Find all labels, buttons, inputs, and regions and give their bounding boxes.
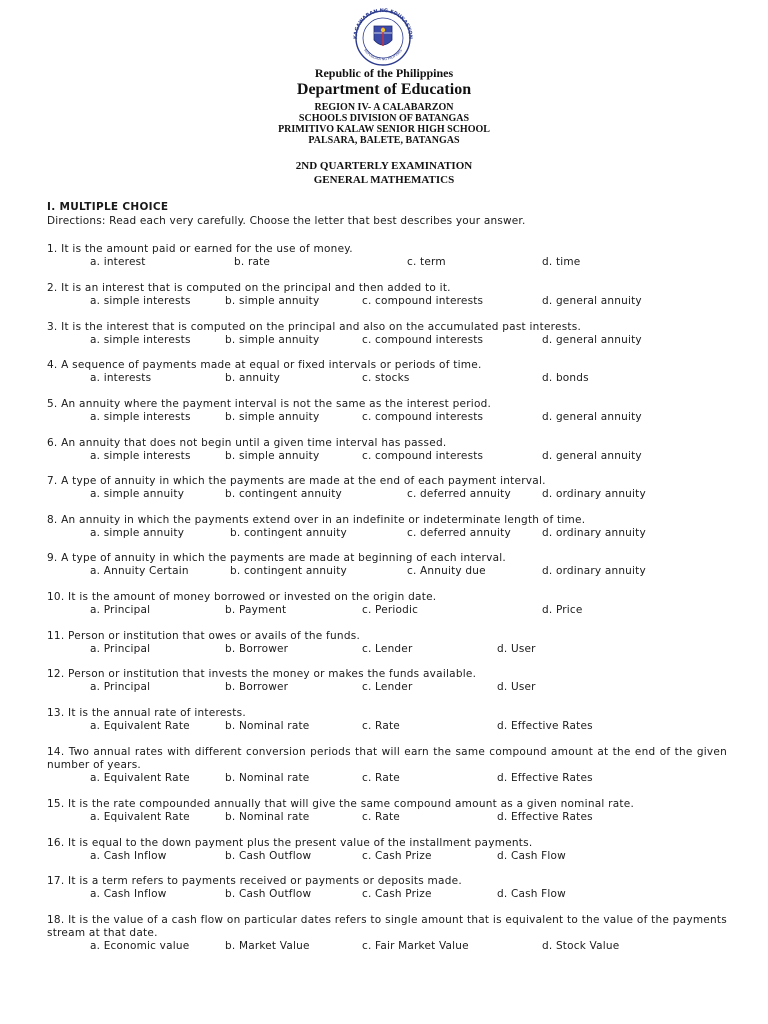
answer-option-a: a. simple interests <box>90 295 191 307</box>
answer-option-c: c. deferred annuity <box>407 527 511 539</box>
answer-option-b: b. contingent annuity <box>230 527 347 539</box>
republic-heading: Republic of the Philippines <box>314 66 454 80</box>
answer-option-c: c. Fair Market Value <box>362 940 469 952</box>
directions-text: Directions: Read each very carefully. Choose the letter that best describes your answer. <box>47 215 526 227</box>
answer-option-c: c. deferred annuity <box>407 488 511 500</box>
answer-option-b: b. simple annuity <box>225 450 320 462</box>
answer-option-c: c. compound interests <box>362 334 484 346</box>
answer-option-c: c. Annuity due <box>407 565 486 577</box>
answer-options <box>47 940 727 953</box>
answer-option-d: d. general annuity <box>542 295 642 307</box>
answer-option-b: b. Nominal rate <box>225 720 310 732</box>
question-item <box>47 475 727 501</box>
answer-option-a: a. Cash Inflow <box>90 888 167 900</box>
answer-option-c: c. Periodic <box>362 604 419 616</box>
question-item <box>47 875 727 901</box>
answer-option-b: b. Borrower <box>225 681 289 693</box>
section-title: I. MULTIPLE CHOICE <box>47 201 169 213</box>
answer-option-b: b. contingent annuity <box>230 565 347 577</box>
answer-option-b: b. Nominal rate <box>225 772 310 784</box>
question-text: 11. Person or institution that owes or avails of the funds. <box>47 630 361 642</box>
answer-options <box>47 256 727 269</box>
answer-option-c: c. stocks <box>362 372 410 384</box>
answer-option-d: d. Effective Rates <box>497 720 593 732</box>
answer-option-a: a. simple interests <box>90 450 191 462</box>
answer-option-b: b. Borrower <box>225 643 289 655</box>
answer-option-d: d. ordinary annuity <box>542 565 646 577</box>
exam-subject: GENERAL MATHEMATICS <box>313 174 455 186</box>
division-heading: SCHOOLS DIVISION OF BATANGAS <box>298 113 470 124</box>
answer-option-d: d. Stock Value <box>542 940 620 952</box>
answer-option-c: c. compound interests <box>362 295 484 307</box>
question-item <box>47 668 727 694</box>
answer-option-b: b. simple annuity <box>225 295 320 307</box>
answer-options <box>47 604 727 617</box>
seal-text-bottom: REPUBLIKA NG PILIPINAS <box>363 48 403 62</box>
answer-options <box>47 411 727 424</box>
answer-option-b: b. annuity <box>225 372 280 384</box>
question-item <box>47 591 727 617</box>
question-text: 9. A type of annuity in which the payments are made at beginning of each interval. <box>47 552 507 564</box>
question-text: 12. Person or institution that invests the money or makes the funds available. <box>47 668 477 680</box>
answer-option-b: b. contingent annuity <box>225 488 342 500</box>
question-item <box>47 437 727 463</box>
answer-option-d: d. time <box>542 256 581 268</box>
answer-option-c: c. compound interests <box>362 450 484 462</box>
question-text: 6. An annuity that does not begin until a given time interval has passed. <box>47 437 447 449</box>
answer-option-c: c. Rate <box>362 720 400 732</box>
answer-option-d: d. Cash Flow <box>497 850 566 862</box>
question-text: 2. It is an interest that is computed on the principal and then added to it. <box>47 282 451 294</box>
answer-option-b: b. Nominal rate <box>225 811 310 823</box>
region-heading: REGION IV- A CALABARZON <box>314 102 454 113</box>
answer-option-d: d. ordinary annuity <box>542 488 646 500</box>
answer-option-c: c. Cash Prize <box>362 850 432 862</box>
answer-options <box>47 295 727 308</box>
question-text: 16. It is equal to the down payment plus the present value of the installment payments. <box>47 837 533 849</box>
question-item <box>47 707 727 733</box>
answer-option-c: c. Cash Prize <box>362 888 432 900</box>
deped-seal-icon <box>345 6 421 66</box>
answer-option-a: a. Principal <box>90 643 151 655</box>
answer-option-a: a. simple interests <box>90 334 191 346</box>
answer-option-a: a. Economic value <box>90 940 190 952</box>
question-text: 3. It is the interest that is computed on the principal and also on the accumulated past interests. <box>47 321 582 333</box>
answer-option-c: c. Lender <box>362 643 413 655</box>
answer-option-d: d. general annuity <box>542 450 642 462</box>
question-text: 13. It is the annual rate of interests. <box>47 707 246 719</box>
answer-option-a: a. simple interests <box>90 411 191 423</box>
answer-option-c: c. Lender <box>362 681 413 693</box>
answer-option-c: c. Rate <box>362 811 400 823</box>
answer-option-c: c. Rate <box>362 772 400 784</box>
answer-option-d: d. general annuity <box>542 334 642 346</box>
answer-option-d: d. User <box>497 643 536 655</box>
answer-option-a: a. Annuity Certain <box>90 565 189 577</box>
question-item <box>47 514 727 540</box>
answer-options <box>47 888 727 901</box>
answer-options <box>47 811 727 824</box>
answer-option-d: d. Price <box>542 604 583 616</box>
answer-option-b: b. rate <box>234 256 271 268</box>
answer-options <box>47 772 727 785</box>
answer-option-b: b. Cash Outflow <box>225 888 312 900</box>
answer-option-a: a. Cash Inflow <box>90 850 167 862</box>
answer-option-b: b. Cash Outflow <box>225 850 312 862</box>
question-text: 18. It is the value of a cash flow on particular dates refers to single amount that is equivalent to the value of the payments stream at that date. <box>47 914 727 939</box>
question-item <box>47 359 727 385</box>
answer-option-c: c. compound interests <box>362 411 484 423</box>
question-item <box>47 282 727 308</box>
question-text: 15. It is the rate compounded annually that will give the same compound amount as a given nominal rate. <box>47 798 635 810</box>
department-heading: Department of Education <box>296 81 472 98</box>
question-item <box>47 837 727 863</box>
answer-options <box>47 565 727 578</box>
answer-option-d: d. User <box>497 681 536 693</box>
answer-option-a: a. Equivalent Rate <box>90 720 190 732</box>
answer-options <box>47 372 727 385</box>
answer-option-d: d. Effective Rates <box>497 811 593 823</box>
answer-option-d: d. bonds <box>542 372 589 384</box>
question-text: 5. An annuity where the payment interval is not the same as the interest period. <box>47 398 492 410</box>
answer-option-b: b. simple annuity <box>225 334 320 346</box>
address-heading: PALSARA, BALETE, BATANGAS <box>308 135 460 146</box>
answer-options <box>47 527 727 540</box>
answer-options <box>47 720 727 733</box>
answer-option-b: b. Payment <box>225 604 287 616</box>
answer-option-a: a. interest <box>90 256 146 268</box>
answer-option-a: a. interests <box>90 372 152 384</box>
answer-option-d: d. Effective Rates <box>497 772 593 784</box>
question-item <box>47 746 727 785</box>
answer-options <box>47 643 727 656</box>
answer-option-d: d. ordinary annuity <box>542 527 646 539</box>
question-item <box>47 398 727 424</box>
answer-option-a: a. Equivalent Rate <box>90 772 190 784</box>
answer-options <box>47 450 727 463</box>
answer-option-a: a. simple annuity <box>90 488 185 500</box>
question-text: 7. A type of annuity in which the payments are made at the end of each payment interval. <box>47 475 546 487</box>
question-text: 4. A sequence of payments made at equal or fixed intervals or periods of time. <box>47 359 482 371</box>
question-text: 17. It is a term refers to payments received or payments or deposits made. <box>47 875 462 887</box>
answer-option-a: a. simple annuity <box>90 527 185 539</box>
answer-option-b: b. simple annuity <box>225 411 320 423</box>
question-item <box>47 630 727 656</box>
answer-option-c: c. term <box>407 256 446 268</box>
answer-option-a: a. Principal <box>90 604 151 616</box>
answer-option-a: a. Equivalent Rate <box>90 811 190 823</box>
school-heading: PRIMITIVO KALAW SENIOR HIGH SCHOOL <box>278 124 490 135</box>
answer-options <box>47 850 727 863</box>
question-text: 8. An annuity in which the payments extend over in an indefinite or indeterminate length of time. <box>47 514 586 526</box>
answer-options <box>47 681 727 694</box>
answer-option-d: d. general annuity <box>542 411 642 423</box>
answer-option-d: d. Cash Flow <box>497 888 566 900</box>
question-item <box>47 914 727 953</box>
question-text: 1. It is the amount paid or earned for the use of money. <box>47 243 353 255</box>
question-item <box>47 552 727 578</box>
question-item <box>47 243 727 269</box>
seal-text-top: KAGAWARAN NG EDUKASYON <box>352 7 414 40</box>
question-item <box>47 321 727 347</box>
answer-options <box>47 488 727 501</box>
question-item <box>47 798 727 824</box>
answer-options <box>47 334 727 347</box>
answer-option-a: a. Principal <box>90 681 151 693</box>
question-text: 14. Two annual rates with different conversion periods that will earn the same compound amount at the end of the given number of years. <box>47 746 727 771</box>
exam-title: 2ND QUARTERLY EXAMINATION <box>295 160 473 172</box>
question-text: 10. It is the amount of money borrowed or invested on the origin date. <box>47 591 437 603</box>
answer-option-b: b. Market Value <box>225 940 310 952</box>
